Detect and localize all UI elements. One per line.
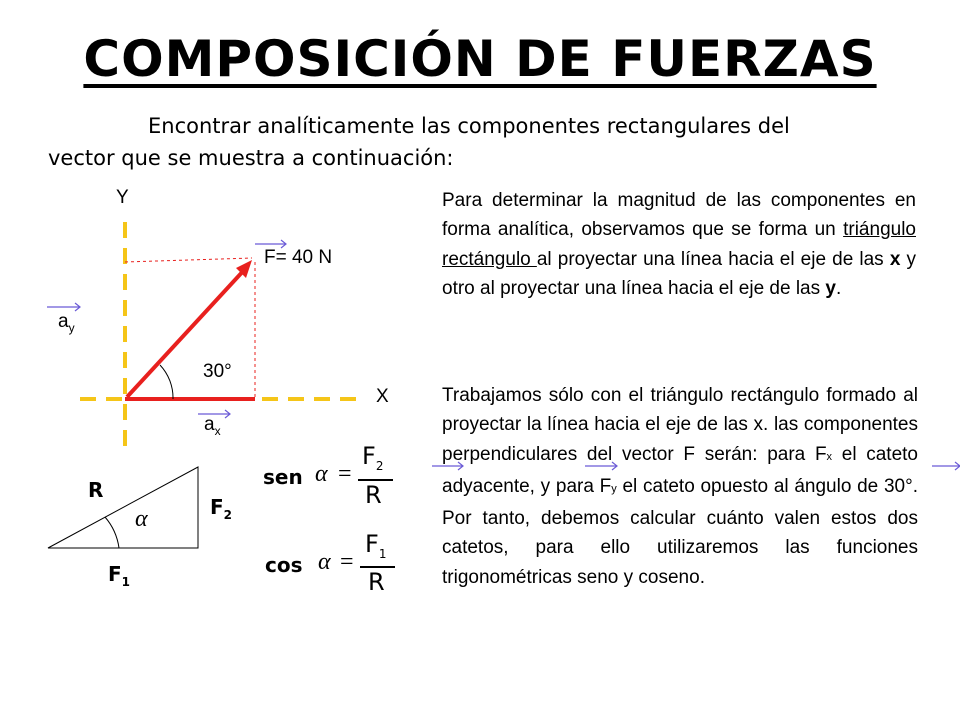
triangle-angle-arc <box>105 517 119 548</box>
hypotenuse-label: R <box>88 478 104 502</box>
sen-equals: = <box>338 461 352 487</box>
sen-label: sen <box>263 465 303 489</box>
sen-alpha: α <box>315 461 328 487</box>
cos-label: cos <box>265 553 303 577</box>
y-axis-label: Y <box>116 187 129 208</box>
adjacent-label: $F_1$ <box>108 562 131 589</box>
opposite-label: $F_2$ <box>210 495 233 522</box>
cos-equals: = <box>340 549 354 575</box>
sen-numerator: $F_2$ <box>362 442 384 473</box>
x-axis-label: X <box>376 386 389 407</box>
angle-arc <box>160 365 173 399</box>
cos-denominator: R <box>368 568 385 596</box>
y-component-label: $a_y$ <box>58 311 75 335</box>
sen-denominator: R <box>365 481 382 509</box>
projection-line-y <box>125 258 252 262</box>
cos-alpha: α <box>318 549 331 575</box>
intro-line-2: vector que se muestra a continuación: <box>48 146 454 170</box>
angle-label: 30° <box>203 361 232 382</box>
intro-line-1: Encontrar analíticamente las componentes rectangulares del <box>148 114 790 138</box>
right-triangle <box>48 467 198 548</box>
triangle-angle-label: α <box>135 506 148 532</box>
paragraph-2: Trabajamos sólo con el triángulo rectángulo formado al proyectar la línea hacia el eje de las x. las componentes perpendiculares del vector F serán: para Fx el cateto adyacente, y para Fy el cateto opuesto al ángulo de 30°. Por tanto, debemos calcular cuánto valen estos dos catetos, para ello utilizaremos las funciones trigonométricas seno y coseno. <box>442 385 918 588</box>
force-label: F= 40 N <box>264 247 333 268</box>
cos-numerator: $F_1$ <box>365 530 387 561</box>
page-title: COMPOSICIÓN DE FUERZAS <box>83 30 877 88</box>
paragraph-1: Para determinar la magnitud de las componentes en forma analítica, observamos que se forma un triángulo rectángulo al proyectar una línea hacia el eje de las x y otro al proyectar una línea hacia el eje de las y. <box>442 190 917 299</box>
x-component-label: $a_x$ <box>204 414 221 438</box>
